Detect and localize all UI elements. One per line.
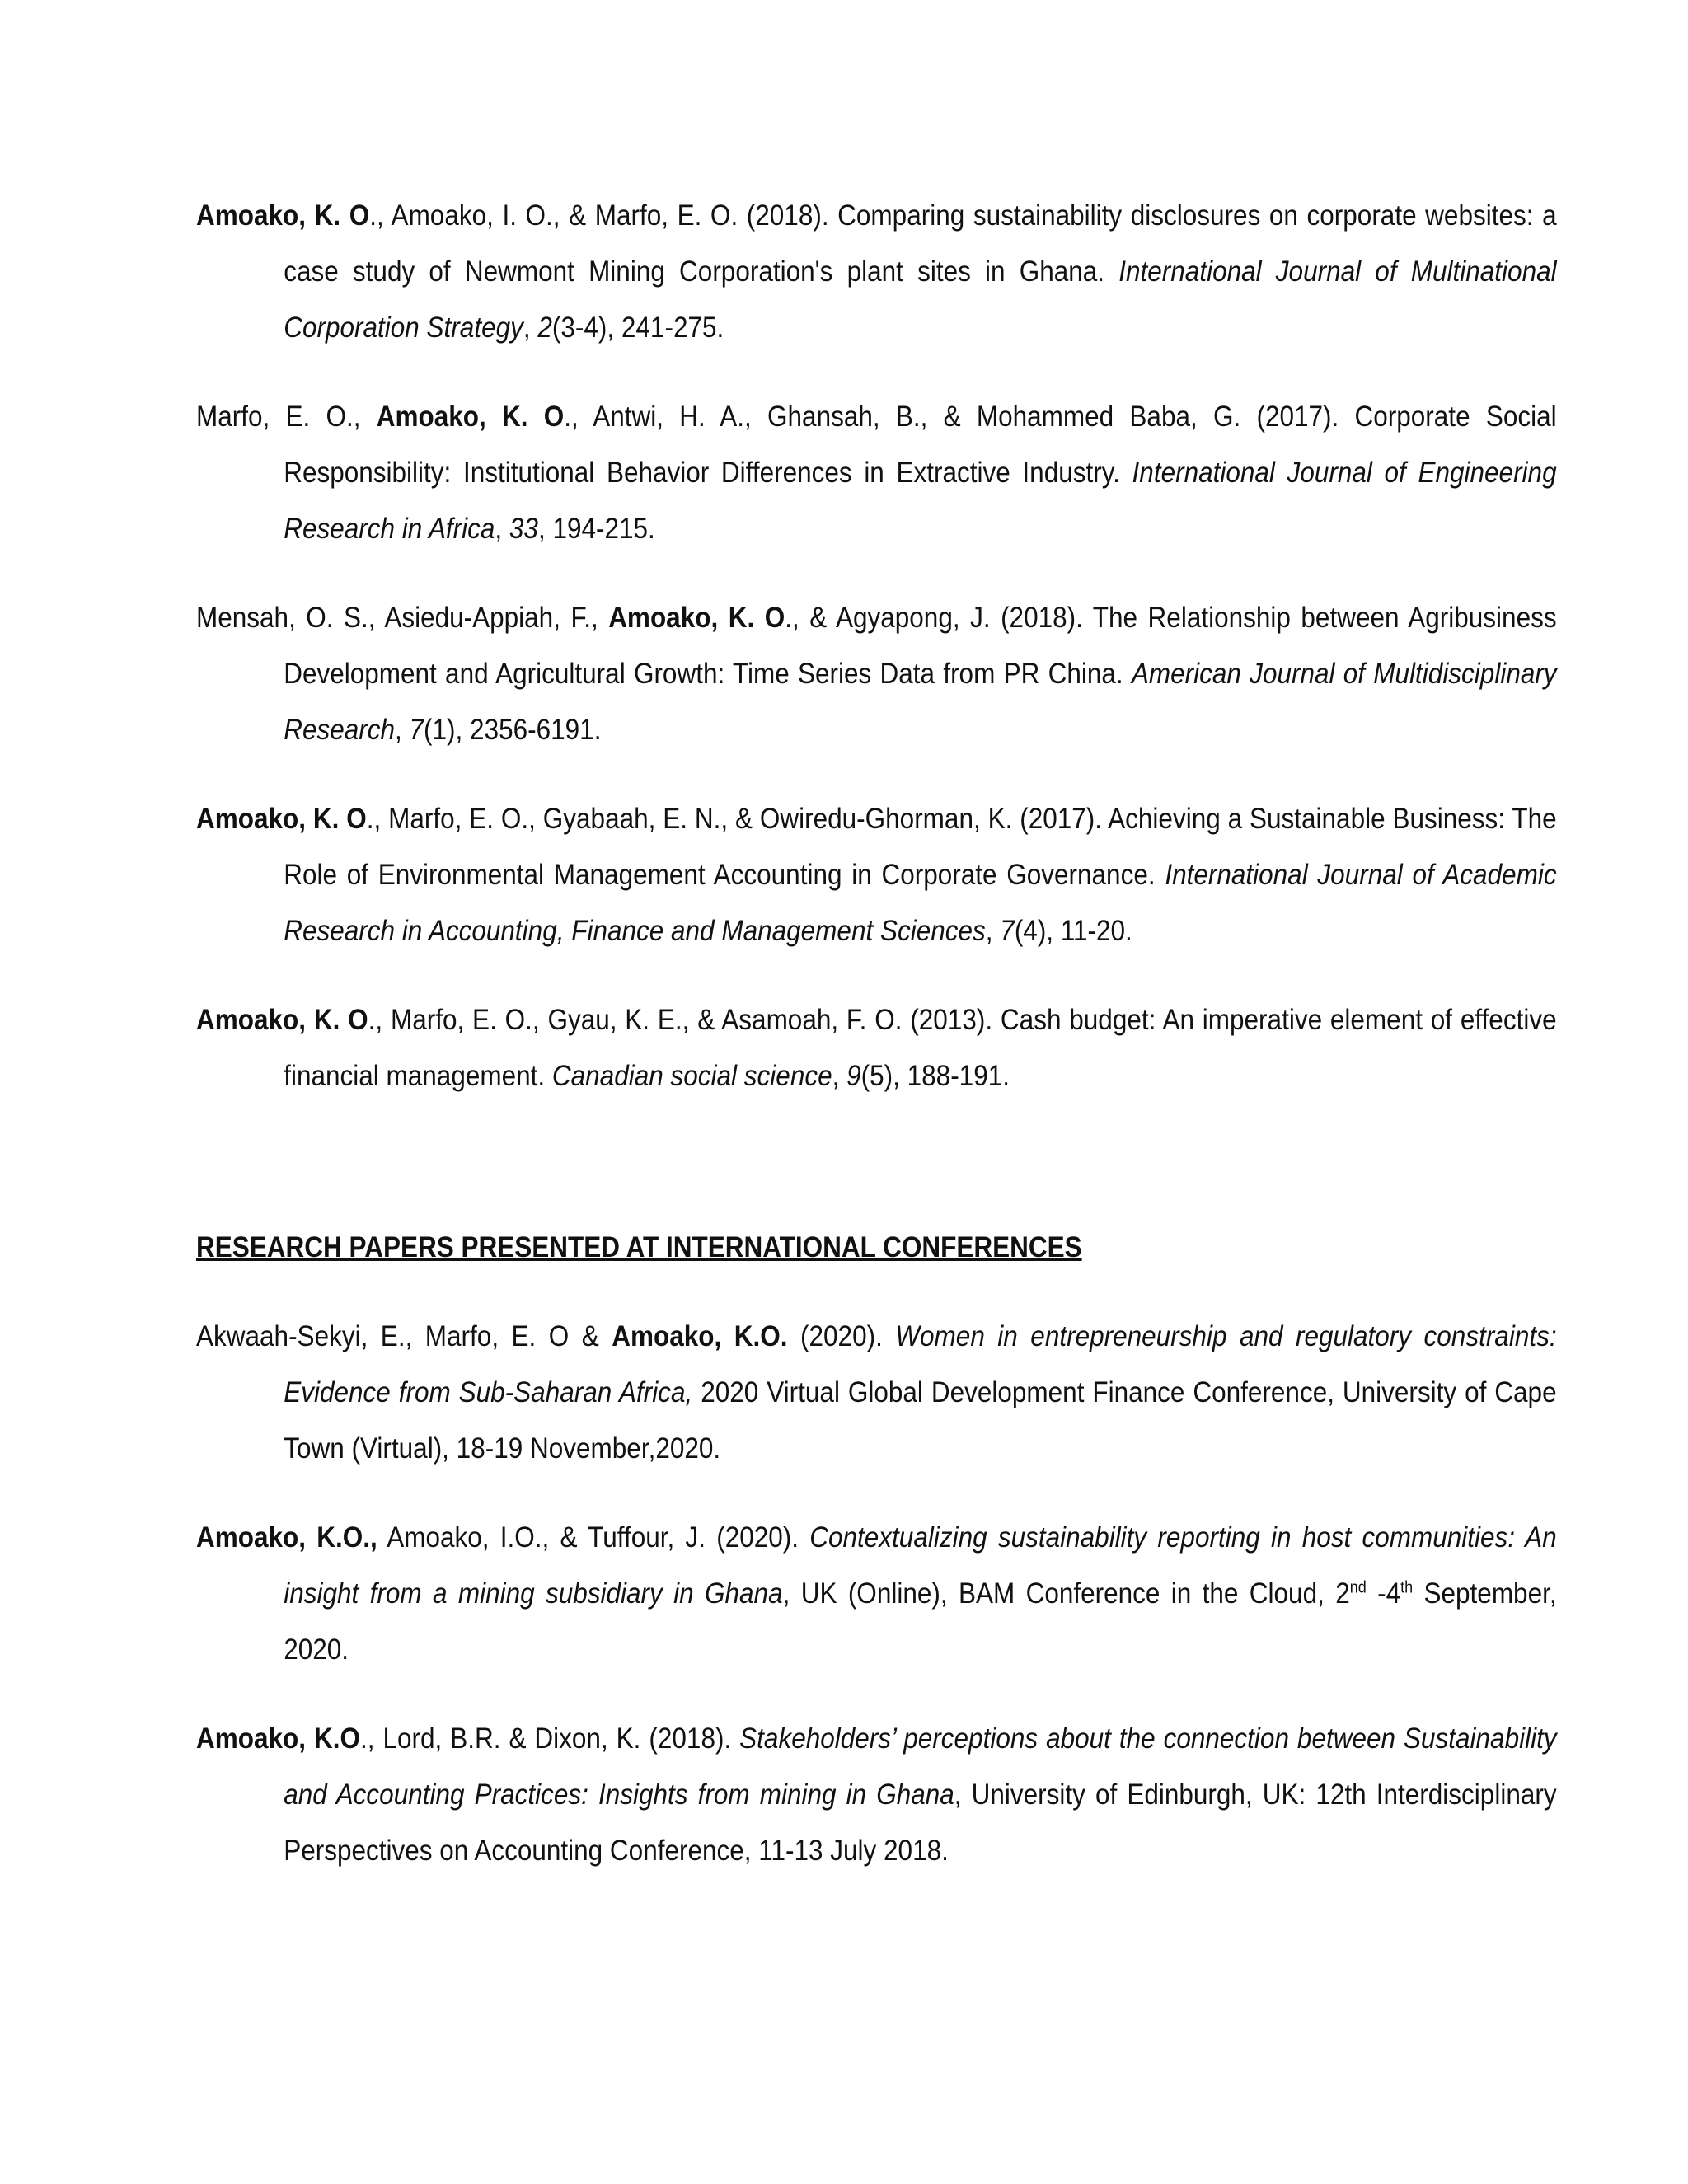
italic-text: 2	[537, 312, 552, 344]
author-highlight: Amoako, K. O	[376, 401, 565, 433]
entry-text: ,	[395, 714, 410, 746]
entry-text: ,	[495, 513, 509, 545]
italic-text: Stakeholders’ perceptions about the connection between Sustainability and Accounting Practices: Insights from mining in Ghana	[284, 1722, 1557, 1811]
publication-list	[196, 188, 1557, 1104]
italic-text: 7	[1000, 915, 1015, 947]
entry-text: , UK (Online), BAM Conference in the Cloud, 2	[782, 1577, 1350, 1610]
entry-text: ., Lord, B.R. & Dixon, K. (2018).	[359, 1722, 740, 1755]
italic-text: International Journal of Academic Research in Accounting, Finance and Management Sciences	[284, 859, 1557, 947]
entry-text: September, 2020.	[284, 1577, 1557, 1666]
entry-text: ., Marfo, E. O., Gyau, K. E., & Asamoah, F. O. (2013). Cash budget: An imperative element of effective financial management.	[284, 1004, 1557, 1092]
entry-text: , University of Edinburgh, UK: 12th Interdisciplinary Perspectives on Accounting Conference, 11-13 July 2018.	[284, 1779, 1557, 1867]
entry-text: (3-4), 241-275.	[551, 312, 724, 344]
entry-text: -4	[1366, 1577, 1401, 1610]
publication-entry	[196, 590, 1557, 758]
superscript: nd	[1349, 1578, 1367, 1597]
italic-text: Canadian social science	[551, 1060, 832, 1092]
italic-text: Women in entrepreneurship and regulatory constraints: Evidence from Sub-Saharan Africa,	[284, 1320, 1557, 1408]
superscript: th	[1400, 1578, 1414, 1597]
entry-text: (2020).	[787, 1320, 896, 1352]
entry-text: (1), 2356-6191.	[424, 714, 602, 746]
italic-text: 9	[846, 1060, 861, 1092]
italic-text: International Journal of Multinational Corporation Strategy	[284, 255, 1557, 344]
italic-text: 33	[509, 513, 538, 545]
entry-text: ., Antwi, H. A., Ghansah, B., & Mohammed Baba, G. (2017). Corporate Social Responsibility: Institutional Behavior Differences in Extractive Industry.	[284, 401, 1557, 489]
conference-entry	[196, 1711, 1557, 1879]
author-highlight: Amoako, K. O	[608, 602, 785, 634]
conference-entry	[196, 1510, 1557, 1678]
entry-text: ,	[832, 1060, 847, 1092]
author-highlight: Amoako, K. O	[196, 1004, 368, 1036]
conference-list	[196, 1309, 1557, 1879]
conference-entry	[196, 1309, 1557, 1477]
italic-text: 7	[409, 714, 424, 746]
italic-text: American Journal of Multidisciplinary Research	[284, 658, 1557, 746]
entry-text: (5), 188-191.	[860, 1060, 1010, 1092]
publication-entry	[196, 389, 1557, 557]
entry-text: Marfo, E. O.,	[196, 401, 377, 433]
entry-text: Akwaah-Sekyi, E., Marfo, E. O &	[196, 1320, 612, 1352]
section-spacer	[196, 1137, 1470, 1220]
entry-text: ., Amoako, I. O., & Marfo, E. O. (2018). Comparing sustainability disclosures on corporate websites: a case study of Newmont Mining Corporation's plant sites in Ghana.	[284, 199, 1557, 288]
entry-text: (4), 11-20.	[1014, 915, 1132, 947]
entry-text: Amoako, I.O., & Tuffour, J. (2020).	[377, 1521, 810, 1554]
publication-entry	[196, 188, 1557, 356]
entry-text: Mensah, O. S., Asiedu-Appiah, F.,	[196, 602, 609, 634]
italic-text: Contextualizing sustainability reporting in host communities: An insight from a mining subsidiary in Ghana	[284, 1521, 1557, 1610]
author-highlight: Amoako, K. O	[196, 199, 370, 232]
entry-text: 2020 Virtual Global Development Finance Conference, University of Cape Town (Virtual), 18-19 November,2020.	[284, 1376, 1557, 1465]
section-heading-conferences: RESEARCH PAPERS PRESENTED AT INTERNATIONAL CONFERENCES	[196, 1231, 1082, 1263]
author-highlight: Amoako, K.O	[196, 1722, 360, 1755]
publication-entry	[196, 791, 1557, 959]
entry-text: ,	[985, 915, 1001, 947]
author-highlight: Amoako, K. O	[196, 803, 367, 835]
author-highlight: Amoako, K.O.	[612, 1320, 788, 1352]
italic-text: International Journal of Engineering Research in Africa	[284, 457, 1557, 545]
entry-text: , 194-215.	[537, 513, 655, 545]
author-highlight: Amoako, K.O.,	[196, 1521, 377, 1554]
entry-text: ., Marfo, E. O., Gyabaah, E. N., & Owiredu-Ghorman, K. (2017). Achieving a Sustainable Business: The Role of Environmental Management Accounting in Corporate Governance.	[284, 803, 1557, 891]
entry-text: ., & Agyapong, J. (2018). The Relationship between Agribusiness Development and Agricultural Growth: Time Series Data from PR China.	[284, 602, 1557, 690]
entry-text: ,	[523, 312, 538, 344]
document-page	[196, 188, 1557, 1912]
publication-entry	[196, 992, 1557, 1104]
